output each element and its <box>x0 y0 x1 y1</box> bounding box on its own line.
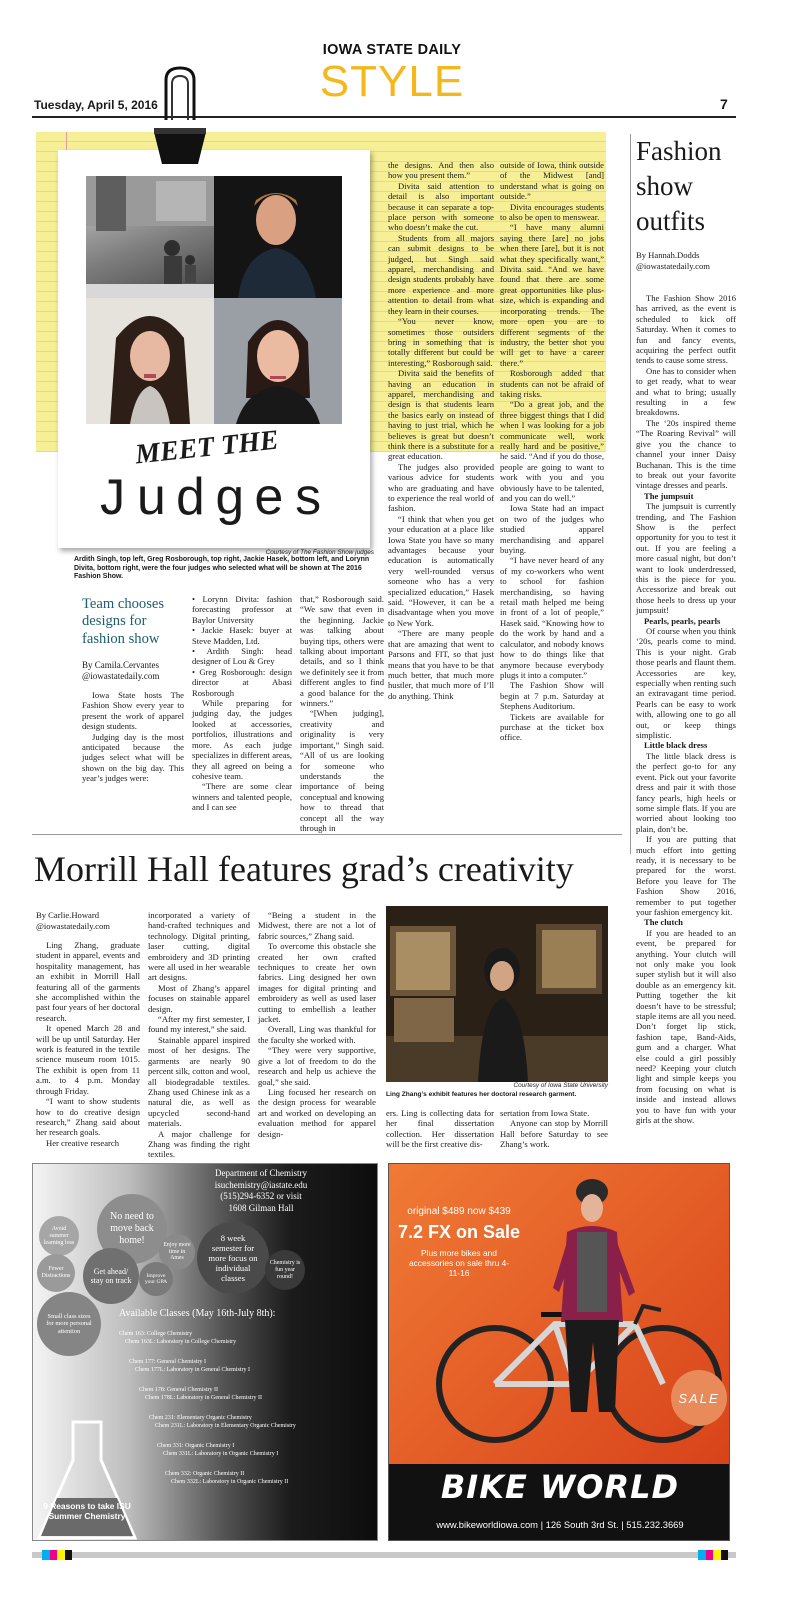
sidebar-rule <box>630 134 631 854</box>
photo-jackie-hasek <box>86 298 214 424</box>
judges-headline: Team chooses designs for fashion show <box>82 596 165 647</box>
chem-contact: Department of Chemistry isuchemistry@iastate.edu (515)294-6352 or visit 1608 Gilman Hall <box>214 1168 308 1213</box>
masthead-rule <box>32 116 736 118</box>
outfits-paragraph: The jumpsuit is currently trending, and The Fashion Show is the perfect opportunity for you to test it out. If you are feeling a more casual night, but don’t want to look underdressed, this is the piece for you. Accessorize and break out those heels to dress up your jumpsuit! <box>636 501 736 616</box>
judges-col-4: the designs. And then also how you present them.” Divita said attention to detail is also important because it can separate a top-place person with someone who doesn’t make the cut. Students from all majors can submit designs to be judged, but Singh said apparel, merchandising and design students probably have more experience and more attention to detail from what they learn in their courses. “You never know, sometimes those outsiders bring in something that is totally different but could be interesting,” Rosborough said. Divita said the benefits of having an education in apparel, merchandising and design is that students learn the basics early on instead of having to just trial, which he believes is great but doesn’t think there is a substitute for a great education. The judges also provided various advice for students who are graduating and have to experience the real world of fashion. “I think that when you get your education at a place like Iowa State you have so many advantages because your education is automatically very well-rounded versus someone who has a very specialized education,” Hasek said. “However, it can be a disadvantage when you move to New York. “There are many people that are amazing that went to Parsons and FIT, so that just means that you have to be that much better, that much more hustler, that much more of I’ll do anything. Think <box>388 160 494 701</box>
meet-the-label: MEET THE <box>133 424 281 471</box>
outfits-paragraph: One has to consider when to get ready, what to wear and what to bring; usually resulting in a few breakdowns. <box>636 365 736 418</box>
morrill-col-4: ers. Ling is collecting data for her final dissertation collection. Her dissertation will be the first creative dis- <box>386 1108 494 1150</box>
judges-photo-caption: Ardith Singh, top left, Greg Rosborough, top right, Jackie Hasek, bottom left, and Lorynn Divita, bottom right, were the four judges who selected what will be shown at The 2016 Fashion Show. <box>74 556 370 580</box>
morrill-headline: Morrill Hall features grad’s creativity <box>34 849 574 889</box>
outfits-subhead: Little black dress <box>644 740 708 751</box>
judges-col-1: Iowa State hosts The Fashion Show every year to present the work of apparel design students. Judging day is the most anticipated because the judges select what will be shown on the big day. This year’s judges were: <box>82 690 184 784</box>
flask-icon <box>37 1420 137 1540</box>
bubble-fewer-distractions: Fewer Distractions <box>37 1254 75 1292</box>
judges-photo-credit: Courtesy of The Fashion Show judges <box>265 549 374 556</box>
outfits-paragraph: If you are putting that much effort into getting ready, it is necessary to be prepared for the worst. Before you leave for The Fashion Show 2016, remember to put together your fashion emergency kit. <box>636 834 736 917</box>
cyclist-figure <box>537 1172 647 1452</box>
color-bar-right <box>698 1550 728 1560</box>
judges-col-5: outside of Iowa, think outside of the Midwest [and] understand what is going on outside.” Divita encourages students to also be open to menswear. “I have many alumni saying there [are] no jobs when there [are], but it is not what they specifically want,” Divita said. “And we have found that there are some great opportunities like plus-size, which is expanding and incorporating trends. The more open you are to different segments of the industry, the better shot you will get to have a career there.” Rosborough added that students can not be afraid of taking risks. “Do a great job, and the three biggest things that I did when I was looking for a job communicate well, work really hard and be positive,” he said. “And if you do those, people are going to want to work with you and you obviously have to be talented, and you can do well.” Iowa State had an impact on two of the judges who studied apparel merchandising and apparel buying. “I have never heard of any of my co-workers who went to school for fashion merchandising, so having retail math helped me being in front of a lot of people,” Hasek said. “Knowing how to do the work by hand and a calculator, and nobody knows how to do things like that anymore because everybody plugs it into a computer.” The Fashion Show will begin at 7 p.m. Saturday at Stephens Auditorium. Tickets are available for purchase at the ticket box office. <box>500 160 604 743</box>
bubble-move-home: No need to move back home! <box>97 1194 167 1264</box>
outfits-byline: By Hannah.Dodds @iowastatedaily.com <box>636 250 710 271</box>
bubble-summer-loss: Avoid summer learning loss <box>39 1216 79 1256</box>
section-divider <box>32 834 622 835</box>
judges-col-3: that,” Rosborough said. “We saw that even in the beginning. Jackie was talking about buying tips, others were talking about important details, and so I think we definitely see it from different angles to find a good balance for the winners.” “[When judging], creativity and originality is very important,” Singh said. “All of us are looking for someone who understands the importance of being conceptual and knowing how to thread that concept all the way through in <box>300 594 385 833</box>
bubble-8-week: 8 week semester for more focus on individual classes <box>197 1222 269 1294</box>
judges-title: Judges <box>96 471 332 530</box>
color-bar-left <box>42 1550 72 1560</box>
outfits-paragraph: If you are headed to an event, be prepared for anything. Your clutch will not only make you look super stylish but it will also double as an emergency kit. Putting together the kit doesn’t have to be stressful; staple items are all you need. Don’t forget lip stick, fashion tape, Band-Aids, gum and a charger. What else could a girl possibly need? Keeping your clutch light and simple keeps you from focusing on what is inside and instead allows you to have fun with your girls at the show. <box>636 927 736 1126</box>
judges-col-2: • Lorynn Divita: fashion forecasting professor at Baylor University • Jackie Hasek: buyer at Steve Madden, Ltd. • Ardith Singh: head designer of Lou & Grey • Greg Rosborough: design director at Abasi Rosborough While preparing for judging day, the judges looked at accessories, portfolios, illustrations and more. As each judge specializes in different areas, they all agreed on being a cohesive team. “There are some clear winners and talented people, and I can see <box>192 594 292 813</box>
bubble-small-class: Small class sizes for more personal attention <box>37 1292 101 1356</box>
bike-footer: www.bikeworldiowa.com | 126 South 3rd St. | 515.232.3669 <box>436 1519 684 1530</box>
bubble-chemistry-fun: Chemistry is fun year round! <box>265 1250 305 1290</box>
flask-label: 9 Reasons to take ISU Summer Chemistry <box>43 1501 131 1521</box>
photo-lorynn-divita <box>214 298 342 424</box>
bike-more-sale: Plus more bikes and accessories on sale thru 4-11-16 <box>408 1248 510 1278</box>
page-number: 7 <box>720 96 728 112</box>
chemistry-ad[interactable] <box>32 1163 378 1541</box>
bubble-improve-gpa: Improve your GPA <box>139 1262 173 1296</box>
bike-world-ad[interactable] <box>388 1163 730 1541</box>
bike-sale-title: 7.2 FX on Sale <box>397 1222 521 1242</box>
outfits-paragraph: The ‘20s inspired theme “The Roaring Revival” will give you the chance to channel your inner Daisy Buchanan. This is the time to break out your favorite vintage dresses and pearls. <box>636 417 736 491</box>
chem-classes-title: Available Classes (May 16th-July 8th): <box>119 1308 276 1319</box>
outfits-paragraph: The little black dress is the perfect go-to for any event. Pick out your favorite dress and pair it with those fancy pearls, high heels or some simple flats. If you are worried about looking too plain, don’t be. <box>636 750 736 834</box>
sale-badge: SALE <box>671 1370 727 1426</box>
outfits-body <box>636 293 736 1126</box>
binder-clip-icon <box>152 62 208 166</box>
photo-ardith-singh <box>86 176 214 298</box>
photo-greg-rosborough <box>214 176 342 298</box>
judges-byline: By Camila.Cervantes @iowastatedaily.com <box>82 660 160 681</box>
morrill-exhibit-photo <box>386 906 608 1082</box>
morrill-col-5: sertation from Iowa State. Anyone can stop by Morrill Hall before Saturday to see Zhang’s work. <box>500 1108 608 1150</box>
outfits-paragraph: The Fashion Show 2016 has arrived, as the event is scheduled to kick off Saturday. When it comes to fun and fancy events, acquiring the perfect outfit tends to cause some stress. <box>636 293 736 366</box>
outfits-subhead: The clutch <box>644 917 683 928</box>
morrill-col-1: Ling Zhang, graduate student in apparel, events and hospitality management, has an exhibit in Morrill Hall featuring all of the garments she accomplished within the past four years of her doctoral research. It opened March 28 and will be up until Saturday. Her work is featured in the textile science museum room 1015. The exhibit is open from 11 a.m. to 4 p.m. Monday through Friday. “I want to show students how to do creative design research,” Zhang said about her research goals. Her creative research <box>36 940 140 1148</box>
outfits-subhead: Pearls, pearls, pearls <box>644 615 721 626</box>
bubble-get-ahead: Get ahead/ stay on track <box>83 1248 139 1304</box>
bike-price: original $489 now $439 <box>407 1206 511 1217</box>
morrill-byline: By Carlie.Howard @iowastatedaily.com <box>36 910 110 931</box>
morrill-col-3: “Being a student in the Midwest, there are not a lot of fabric sources,” Zhang said. To overcome this obstacle she created her own crafted techniques to create her own fabrics. Ling designed her own images for digital printing and embroidery as well as used laser cutting to embellish a leather jacket. Overall, Ling was thankful for the faculty she worked with. “They were very supportive, give a lot of freedom to do the research and help us achieve the goal,” she said. Ling focused her research on the design process for wearable art and worked on developing an evaluation method for apparel design- <box>258 910 376 1139</box>
bubble-enjoy-ames: Enjoy more time in Ames <box>159 1234 195 1270</box>
section-title: STYLE <box>319 57 465 106</box>
paper-name: IOWA STATE DAILY <box>322 42 462 58</box>
outfits-headline: Fashion show outfits <box>636 136 722 236</box>
morrill-photo-caption: Ling Zhang’s exhibit features her doctoral research garment. <box>386 1091 577 1098</box>
footer-rule <box>32 1552 736 1558</box>
issue-date: Tuesday, April 5, 2016 <box>34 98 158 112</box>
bike-world-logo: BIKE WORLD <box>440 1468 680 1506</box>
outfits-subhead: The jumpsuit <box>644 490 694 501</box>
morrill-photo-credit: Courtesy of Iowa State University <box>513 1082 608 1089</box>
outfits-paragraph: Of course when you think ‘20s, pearls come to mind. This is your night. Grab those pearls and flaunt them. Accessories are key, especially when renting such an extravagant time period. Pearls can be easy to work with, allowing one to go all out, or keep things simplistic. <box>636 626 736 741</box>
chem-classes-list: Chem 163: College Chemistry Chem 163L: Laboratory in College Chemistry Chem 177: General Chemistry I Chem 177L: Laboratory in General Chemistry I Chem 178: General Chemistry II Chem 178L: Laboratory in General Chemistry II Chem 231: Elementary Organic Chemistry Chem 231L: Laboratory in Elementary Organic Chemistry Chem 331: Organic Chemistry I Chem 331L: Laboratory in Organic Chemistry I Chem 332: Organic Chemistry II Chem 332L: Laboratory in Organic Chemistry II <box>119 1331 296 1485</box>
morrill-col-2: incorporated a variety of hand-crafted techniques and technology. Digital printing, laser cutting, digital embroidery and 3D printing were all used in her wearable art designs. Most of Zhang’s apparel focuses on stainable apparel design. “After my first semester, I found my interest,” she said. Stainable apparel inspired most of her designs. The garments are nearly 90 percent silk, cotton and wool, all biodegradable textiles. Zhang used Chinese ink as a natural die, as well as upcycled second-hand materials. A major challenge for Zhang was finding the right textiles. <box>148 910 250 1160</box>
